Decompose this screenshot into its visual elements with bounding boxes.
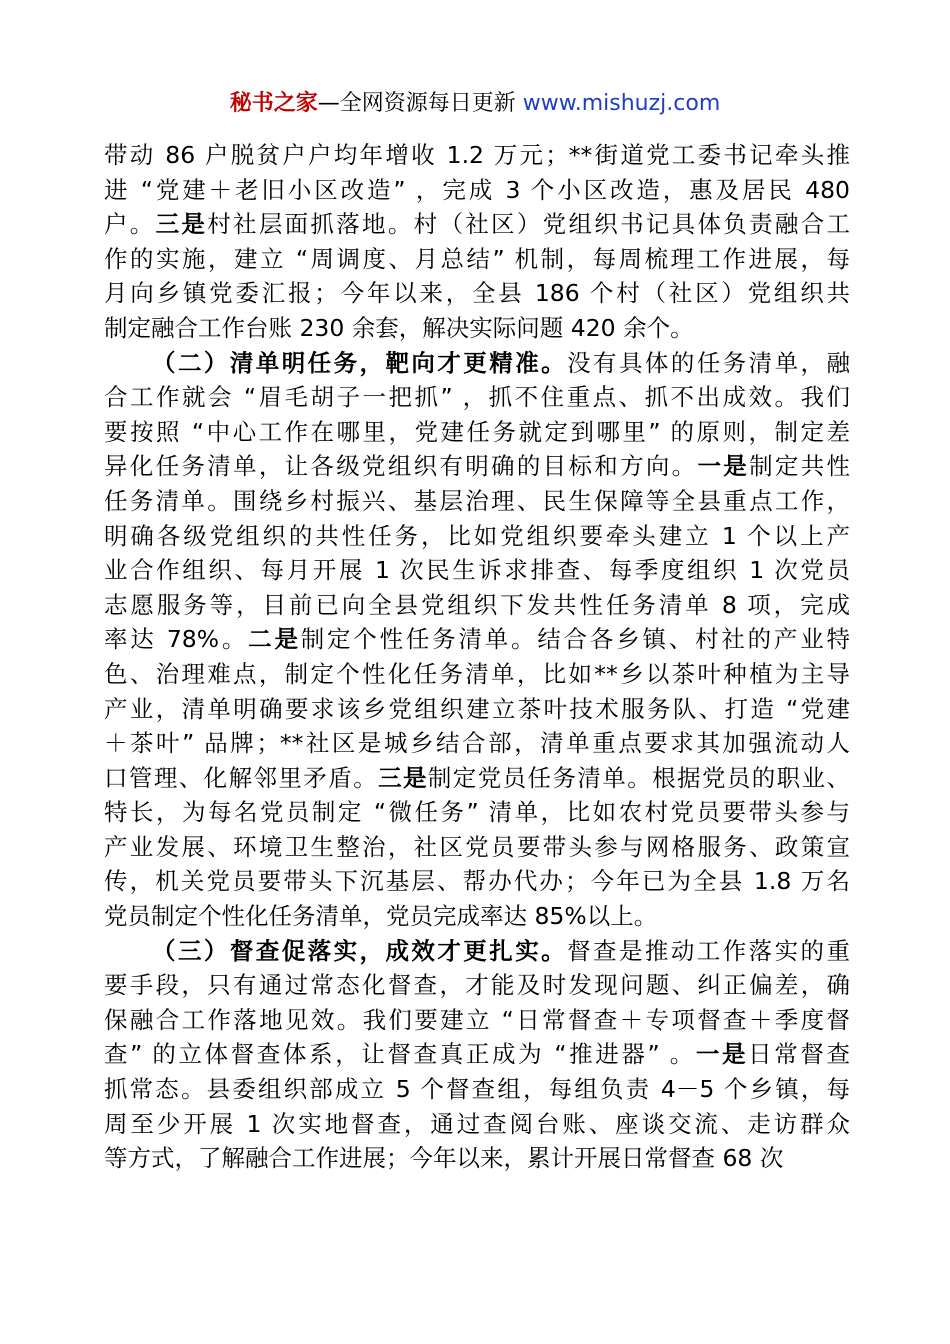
text-run: 要手段，只有通过常态化督查，才能及时发现问题、纠正偏差，确 [104,971,850,1000]
text-run: 明确各级党组织的共性任务，比如党组织要牵头建立 1 个以上产 [104,521,850,550]
text-run: 制定个性任务清单。结合各乡镇、村社的产业特 [300,625,851,654]
text-line [104,346,850,381]
bold-text: 二是 [248,625,301,654]
bold-text: 三是 [378,763,428,792]
text-line [104,1141,850,1176]
text-run: 色、治理难点，制定个性化任务清单，比如**乡以茶叶种植为主导 [104,659,850,688]
text-run: 制定融合工作台账 230 余套，解决实际问题 420 余个。 [104,313,694,342]
text-line [104,449,850,484]
text-run: 率达 78%。 [104,625,249,654]
text-run: 业合作组织、每月开展 1 次民生诉求排查、每季度组织 1 次党员 [104,556,850,585]
text-run: 没有具体的任务清单，融 [567,348,851,377]
bold-text: （二）清单明任务，靶向才更精准。 [152,348,568,377]
text-run: 异化任务清单，让各级党组织有明确的目标和方向。 [104,452,698,481]
text-line [104,726,850,761]
bold-text: 三是 [155,210,208,239]
text-run: 传，机关党员要带头下沉基层、帮办代办；今年已为全县 1.8 万名 [104,867,850,896]
text-run: 制定共性 [749,452,851,481]
text-run: 作的实施，建立 “周调度、月总结” 机制，每周梳理工作进展，每 [104,244,850,273]
text-line [104,553,850,588]
text-run: 抓常态。县委组织部成立 5 个督查组，每组负责 4－5 个乡镇，每 [104,1075,850,1104]
bold-text: （三）督查促落实，成效才更扎实。 [152,936,568,965]
text-line [104,173,850,208]
text-run: 带动 86 户脱贫户户均年增收 1.2 万元；**街道党工委书记牵头推 [104,141,850,169]
text-run: 合工作就会 “眉毛胡子一把抓” ，抓不住重点、抓不出成效。我们 [104,383,850,412]
text-run: 口管理、化解邻里矛盾。 [104,763,379,792]
text-run: 日常督查 [748,1040,851,1069]
text-run: 产业发展、环境卫生整治，社区党员要带头参与网格服务、政策宣 [104,832,850,861]
text-run: 周至少开展 1 次实地督查，通过查阅台账、座谈交流、走访群众 [104,1109,850,1138]
text-line [104,968,850,1003]
text-line [104,934,850,969]
text-line [104,795,850,830]
text-line [104,657,850,692]
text-run: 制定党员任务清单。根据党员的职业、 [427,763,851,792]
text-line [104,415,850,450]
text-line [104,588,850,623]
text-run: 要按照 “中心工作在哪里，党建任务就定到哪里” 的原则，制定差 [104,417,850,446]
text-run: 等方式，了解融合工作进展；今年以来，累计开展日常督查 68 次 [104,1144,784,1173]
text-run: 进 “党建＋老旧小区改造” ，完成 3 个小区改造，惠及居民 480 [104,175,850,204]
text-run: 督查是推动工作落实的重 [567,936,851,965]
text-run: ＋茶叶” 品牌；**社区是城乡结合部，清单重点要求其加强流动人 [104,729,850,758]
text-line [104,242,850,277]
text-line [104,1072,850,1107]
text-run: 任务清单。围绕乡村振兴、基层治理、民生保障等全县重点工作， [104,486,850,515]
text-line [104,830,850,865]
text-line [104,761,850,796]
text-line [104,1037,850,1072]
brand-name: 秘书之家 [229,91,318,116]
text-line [104,207,850,242]
text-run: 月向乡镇党委汇报；今年以来，全县 186 个村（社区）党组织共 [104,279,850,308]
text-line [104,1003,850,1038]
text-line [104,276,850,311]
text-run: 保融合工作落地见效。我们要建立 “日常督查＋专项督查＋季度督 [104,1005,850,1034]
text-line [104,1107,850,1142]
page-header [0,88,950,120]
text-run: 志愿服务等，目前已向全县党组织下发共性任务清单 8 项，完成 [104,590,850,619]
text-line [104,519,850,554]
text-run: 查” 的立体督查体系，让督查真正成为 “推进器” 。 [104,1040,696,1069]
text-line [104,899,850,934]
text-line [104,311,850,346]
bold-text: 一是 [695,1040,749,1069]
text-line [104,484,850,519]
text-line [104,622,850,657]
text-run: 村社层面抓落地。村（社区）党组织书记具体负责融合工 [207,210,851,239]
text-run: 产业，清单明确要求该乡党组织建立茶叶技术服务队、打造 “党建 [104,694,850,723]
text-line [104,138,850,173]
bold-text: 一是 [697,452,750,481]
text-line [104,692,850,727]
text-run: 特长，为每名党员制定 “微任务” 清单，比如农村党员要带头参与 [104,798,850,827]
text-run: 户。 [104,210,156,239]
text-line [104,864,850,899]
text-run: 党员制定个性化任务清单，党员完成率达 85%以上。 [104,902,658,931]
website-link[interactable]: www.mishuzj.com [522,91,721,116]
document-body [104,138,850,1176]
header-slogan: —全网资源每日更新 [317,91,523,116]
text-line [104,380,850,415]
